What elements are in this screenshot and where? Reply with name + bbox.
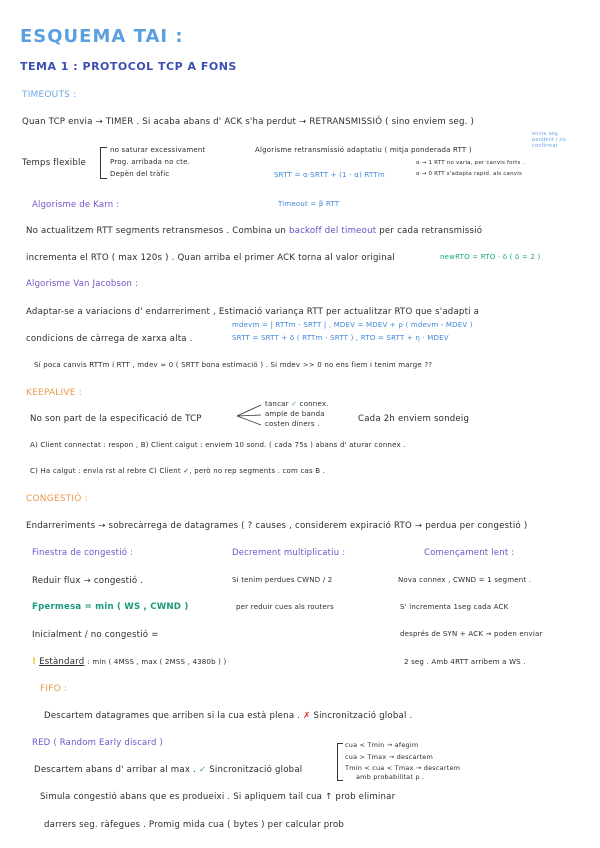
jacobson-heading: Algorisme Van Jacobson : bbox=[26, 279, 139, 289]
srtt-rto-formula: SRTT = SRTT + δ ( RTTm - SRTT ) , RTO = SRTT + η · MDEV bbox=[232, 334, 449, 342]
congestio-line1-text: Endarreriments → sobrecàrrega de datagrames ( ? causes , considerem expiració RTO → perdua per congestió ) bbox=[26, 521, 528, 531]
keepalive-opt-label: tancar bbox=[265, 400, 289, 408]
red-line1 bbox=[34, 765, 302, 775]
karn-line2: incrementa el RTO ( max 120s ) . Quan arriba el primer ACK torna al valor original bbox=[26, 253, 395, 263]
srtt-formula: SRTT = α·SRTT + (1 - α) RTTm bbox=[274, 171, 385, 179]
fifo-line1-text: Descartem datagrames que arriben si la cua està plena . bbox=[44, 711, 301, 721]
keepalive-opt-extra: connex. bbox=[299, 400, 329, 408]
col1-heading: Finestra de congestió : bbox=[32, 548, 134, 558]
adaptive-algorithm: Algorisme retransmissió adaptatiu ( mitja ponderada RTT ) bbox=[255, 146, 472, 154]
red-line1-text: Descartem abans d' arribar al max . bbox=[34, 765, 196, 775]
r1c2: Si tenim perdues CWND / 2 bbox=[232, 576, 333, 584]
red-ok-text: Sincronització global bbox=[209, 765, 303, 775]
alpha-one: α → 1 RTT no varia, per canvis forts . bbox=[416, 160, 525, 166]
red-line2: Simula congestió abans que es produeixi . Si apliquem tail cua ↑ prob eliminar bbox=[40, 792, 396, 802]
r3c3: després de SYN + ACK → poden enviar bbox=[400, 630, 543, 638]
timeouts-heading: TIMEOUTS : bbox=[22, 90, 77, 100]
flex-item: Prog. arribada no cte. bbox=[110, 158, 191, 166]
karn-line1-b: per cada retransmissió bbox=[379, 226, 483, 236]
timeouts-note: envia seg. pendent i no confirmat bbox=[532, 131, 566, 149]
congestio-line1 bbox=[26, 521, 527, 531]
check-icon: ✓ bbox=[291, 400, 298, 408]
keepalive-line2: A) Client connectat : respon , B) Client caigut : enviem 10 sond. ( cada 75s ) abans d' aturar connex . bbox=[30, 441, 406, 449]
red-line3: darrers seg. ràfegues . Promig mida cua ( bytes ) per calcular prob bbox=[44, 820, 345, 830]
karn-line1 bbox=[26, 226, 482, 236]
jacobson-line2: condicions de càrrega de xarxa alta . bbox=[26, 334, 193, 344]
flex-item: no saturar excessivament bbox=[110, 146, 206, 154]
r1c1: Reduir flux → congestió . bbox=[32, 576, 144, 586]
check-icon: ✓ bbox=[198, 765, 207, 775]
red-rule: cua < Tmin → afegim bbox=[345, 741, 419, 749]
keepalive-opt: costen diners . bbox=[265, 420, 320, 428]
fifo-heading: FIFO : bbox=[40, 684, 68, 694]
standard-label: Estàndard bbox=[39, 657, 85, 667]
r3c1: Inicialment / no congestió = bbox=[32, 630, 159, 640]
standard-value: : min ( 4MSS , max ( 2MSS , 4380b ) ) bbox=[87, 658, 227, 666]
col2-heading: Decrement multiplicatiu : bbox=[232, 548, 346, 558]
r2c1: Fpermesa = min ( WS , CWND ) bbox=[32, 602, 189, 612]
red-rule: cua > Tmax → descartem bbox=[345, 753, 433, 761]
r4c3: 2 seg . Amb 4RTT arribem a WS . bbox=[404, 658, 526, 666]
karn-timeout: Timeout = β RTT bbox=[278, 200, 340, 208]
alpha-zero: α → 0 RTT s'adapta rapid. als canvis bbox=[416, 171, 523, 177]
keepalive-branch bbox=[237, 402, 263, 428]
keepalive-line1: No son part de la especificació de TCP bbox=[30, 414, 202, 424]
col3-heading: Començament lent : bbox=[424, 548, 515, 558]
warning-icon: ! bbox=[32, 657, 37, 667]
flex-brace bbox=[100, 147, 107, 179]
keepalive-opt: ample de banda bbox=[265, 410, 325, 418]
page-title: ESQUEMA TAI : bbox=[20, 26, 184, 47]
cross-icon: ✗ bbox=[303, 711, 311, 721]
r1c3: Nova connex , CWND = 1 segment . bbox=[398, 576, 532, 584]
karn-line1-a: No actualitzem RTT segments retransmesos . Combina un bbox=[26, 226, 287, 236]
r2c2: per reduir cues als routers bbox=[236, 603, 334, 611]
timeouts-line1: Quan TCP envia → TIMER . Si acaba abans d' ACK s'ha perdut → RETRANSMISSIÓ ( sino enviem seg. ) bbox=[22, 117, 475, 127]
jacobson-line1: Adaptar-se a variacions d' endarreriment , Estimació variança RTT per actualitzar RTO que s'adapti a bbox=[26, 307, 480, 317]
red-rule: Tmin < cua < Tmax → descartem bbox=[345, 764, 461, 772]
congestio-heading: CONGESTIÓ : bbox=[26, 494, 88, 504]
keepalive-line1b: Cada 2h enviem sondeig bbox=[358, 414, 470, 424]
newrto-formula: newRTO = RTO · δ ( δ = 2 ) bbox=[440, 253, 541, 261]
flex-label: Temps flexible bbox=[22, 158, 87, 168]
flex-item: Depèn del tràfic bbox=[110, 170, 170, 178]
topic-title: TEMA 1 : PROTOCOL TCP A FONS bbox=[20, 60, 237, 73]
r2c3: S' incrementa 1seg cada ACK bbox=[400, 603, 509, 611]
red-heading: RED ( Random Early discard ) bbox=[32, 738, 164, 748]
red-rule: amb probabilitat p . bbox=[356, 773, 425, 781]
red-brace bbox=[337, 743, 343, 781]
standard-line bbox=[32, 657, 226, 667]
keepalive-line3: C) Ha caigut : envia rst al rebre C) Client ✓, però no rep segments . com cas B . bbox=[30, 467, 326, 475]
fifo-line1 bbox=[44, 711, 412, 721]
backoff-term: backoff del timeout bbox=[289, 226, 377, 236]
keepalive-heading: KEEPALIVE : bbox=[26, 388, 82, 398]
karn-heading: Algorisme de Karn : bbox=[32, 200, 120, 210]
fifo-ko-text: Sincronització global . bbox=[313, 711, 413, 721]
jacobson-line3: Sí poca canvis RTTm i RTT , mdev ≈ 0 ( SRTT bona estimació ) . Si mdev >> 0 no ens fiem i tenim marge ?? bbox=[34, 361, 433, 369]
keepalive-opt bbox=[265, 400, 329, 408]
mdev-formula: mdevm = | RTTm - SRTT | , MDEV = MDEV + ρ ( mdevm - MDEV ) bbox=[232, 321, 473, 329]
